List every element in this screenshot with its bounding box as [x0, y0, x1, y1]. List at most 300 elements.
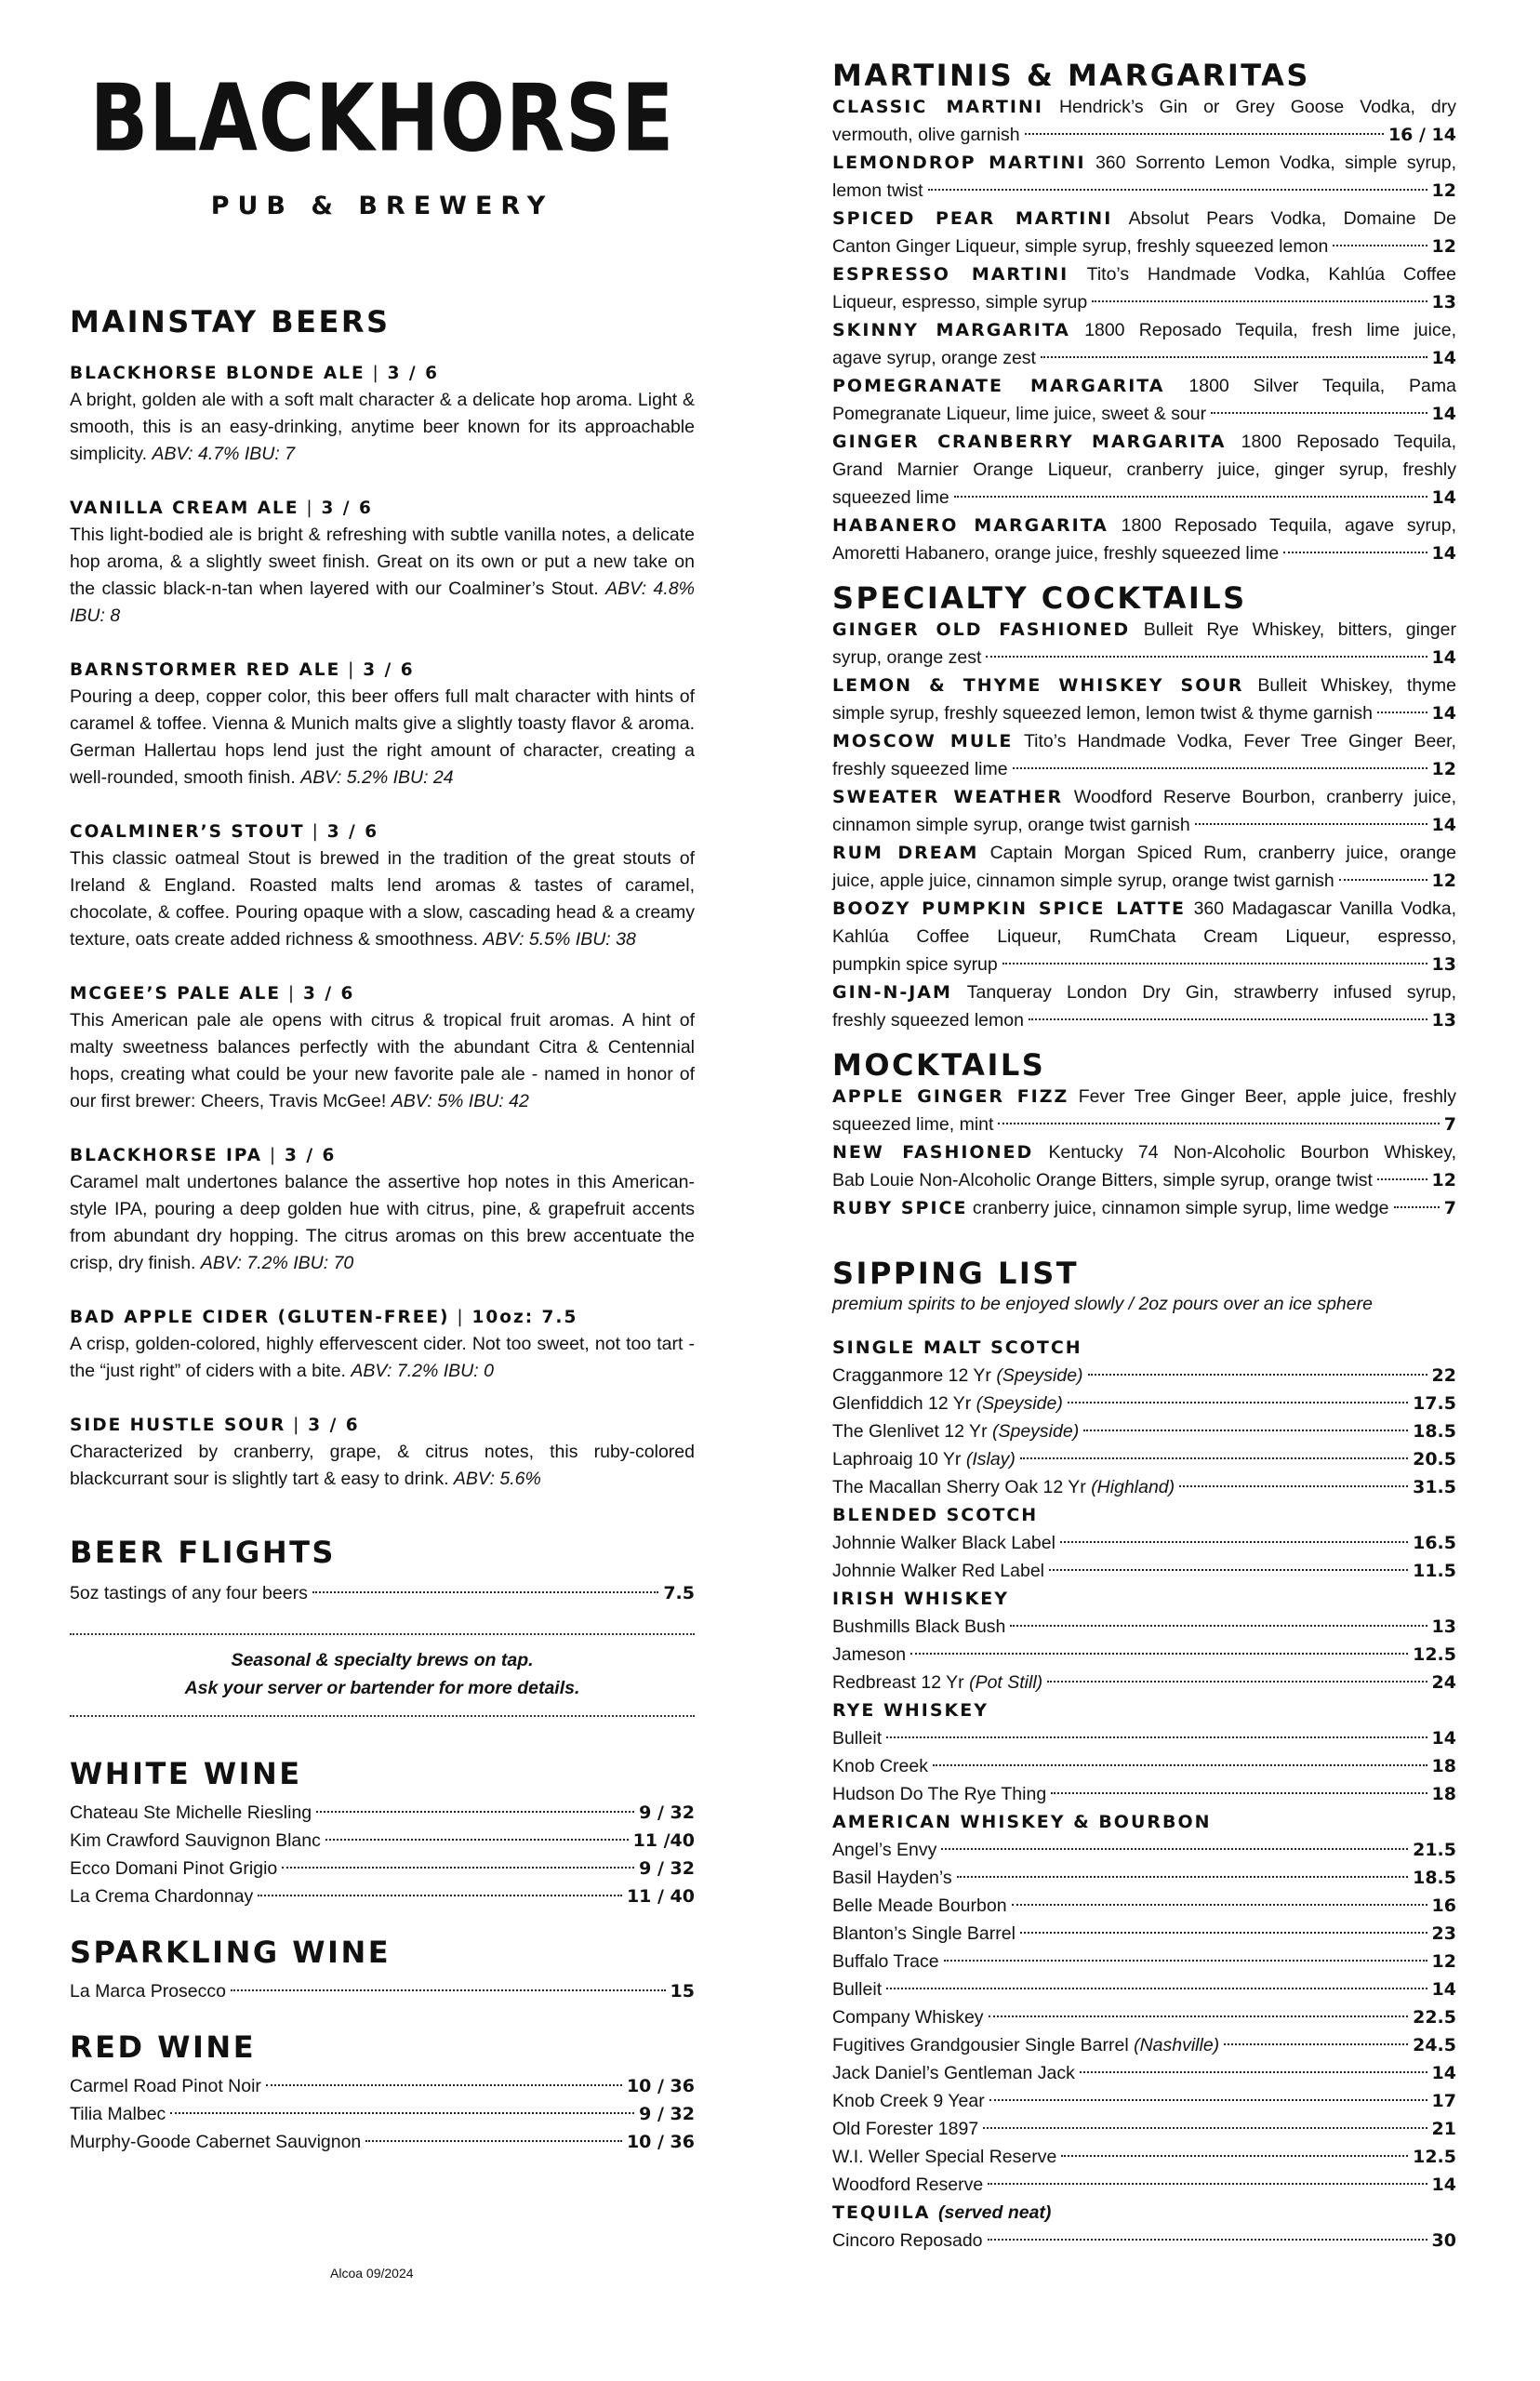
- cocktail-name: RUBY SPICE: [832, 1198, 968, 1218]
- item-name-text: The Macallan Sherry Oak 12 Yr: [832, 1477, 1086, 1497]
- item-name: [832, 1975, 882, 2003]
- group-title-text: SINGLE MALT SCOTCH: [832, 1337, 1082, 1358]
- group-title-text: BLENDED SCOTCH: [832, 1505, 1039, 1525]
- cocktail-name: CLASSIC MARTINI: [832, 97, 1043, 117]
- cocktail-last-line: [832, 1166, 1456, 1194]
- cocktail-price: 12: [1431, 236, 1456, 257]
- item-price: 22: [1431, 1365, 1456, 1386]
- cocktail-last-line: [832, 121, 1456, 149]
- cocktail-desc-end: syrup, orange zest: [832, 647, 982, 668]
- leader-dots: [282, 1867, 634, 1869]
- leader-dots: [989, 2015, 1409, 2017]
- leader-dots: [1080, 2071, 1427, 2073]
- cocktail-desc: Woodford Reserve Bourbon, cranberry juice,: [1073, 787, 1457, 807]
- menu-row: [70, 1977, 695, 2005]
- menu-row: [832, 1529, 1456, 1557]
- item-price: 24: [1431, 1672, 1456, 1693]
- item-name: [832, 1892, 1007, 1920]
- leader-dots: [1061, 2155, 1408, 2157]
- item-origin: (Speyside): [976, 1393, 1063, 1414]
- cocktail-item: [832, 616, 1456, 672]
- item-name-text: Bulleit: [832, 1728, 883, 1749]
- item-name: [832, 1864, 952, 1892]
- cocktail-item: [832, 672, 1456, 727]
- cocktail-desc: 1800 Reposado Tequila, fresh lime juice,: [1084, 320, 1457, 340]
- item-price: 24.5: [1413, 2035, 1456, 2055]
- cocktail-name: MOSCOW MULE: [832, 731, 1014, 752]
- beer-name-line: [70, 980, 695, 1007]
- cocktail-top: [832, 1083, 1456, 1111]
- item-price: 17: [1431, 2091, 1456, 2111]
- beer-price: 3 / 6: [363, 660, 415, 680]
- sipping-tagline: premium spirits to be enjoyed slowly / 2oz pours over an ice sphere: [832, 1294, 1373, 1314]
- cocktail-item: [832, 727, 1456, 783]
- beer-name: COALMINER’S STOUT: [70, 822, 305, 842]
- cocktail-item: [832, 372, 1456, 428]
- item-name-text: Bushmills Black Bush: [832, 1616, 1006, 1637]
- cocktail-desc-end: cinnamon simple syrup, orange twist garnish: [832, 815, 1190, 835]
- brand-name: BLACKHORSE: [89, 65, 675, 173]
- item-name-text: Tilia Malbec: [70, 2104, 166, 2124]
- price-separator: |: [299, 499, 322, 518]
- cocktail-price: 14: [1431, 404, 1456, 424]
- cocktail-desc-end: pumpkin spice syrup: [832, 954, 998, 975]
- cocktail-item: [832, 428, 1456, 512]
- cocktail-desc: 360 Sorrento Lemon Vodka, simple syrup,: [1095, 153, 1457, 173]
- cocktail-last-line: [832, 400, 1456, 428]
- beer-name-line: [70, 495, 695, 522]
- cocktail-desc: Tanqueray London Dry Gin, strawberry infused syrup,: [966, 982, 1456, 1003]
- beer-item: [70, 980, 695, 1115]
- cocktail-item: [832, 1083, 1456, 1138]
- cocktail-desc: Kentucky 74 Non-Alcoholic Bourbon Whiskey,: [1048, 1142, 1457, 1163]
- cocktail-item: [832, 316, 1456, 372]
- item-price: 18: [1431, 1784, 1456, 1804]
- white-wine-list: [70, 1799, 695, 1910]
- item-price: 20.5: [1413, 1449, 1456, 1470]
- cocktail-name: RUM DREAM: [832, 843, 979, 863]
- menu-row: [70, 1799, 695, 1827]
- item-name-text: Glenfiddich 12 Yr: [832, 1393, 972, 1414]
- leader-dots: [325, 1839, 629, 1841]
- cocktail-top: [832, 895, 1456, 951]
- cocktail-price: 13: [1431, 292, 1456, 313]
- sipping-group-title: [832, 2199, 1456, 2227]
- cocktail-item: [832, 93, 1456, 149]
- cocktail-desc: Tito’s Handmade Vodka, Kahlúa Coffee: [1086, 264, 1456, 285]
- beer-desc-text: A crisp, golden-colored, highly effervescent cider. Not too sweet, not too tart - the “just right” of ciders with a bite.: [70, 1334, 695, 1381]
- leader-dots: [1020, 1457, 1408, 1459]
- item-origin: (Pot Still): [969, 1672, 1043, 1693]
- item-name: [70, 2072, 261, 2100]
- cocktail-desc-end: simple syrup, freshly squeezed lemon, lemon twist & thyme garnish: [832, 703, 1373, 724]
- item-price: 14: [1431, 2063, 1456, 2083]
- beer-price: 3 / 6: [285, 1146, 337, 1165]
- cocktail-item: [832, 512, 1456, 567]
- price-separator: |: [340, 660, 364, 680]
- cocktail-desc: Captain Morgan Spiced Rum, cranberry juice, orange: [989, 843, 1457, 863]
- item-name: [832, 2143, 1056, 2171]
- beer-name: BLACKHORSE IPA: [70, 1146, 263, 1165]
- leader-dots: [986, 656, 1427, 658]
- sipping-list: [832, 1334, 1456, 2255]
- leader-dots: [1333, 245, 1427, 246]
- item-origin: (Speyside): [996, 1365, 1083, 1386]
- menu-row: [832, 1362, 1456, 1390]
- menu-row: [832, 2003, 1456, 2031]
- price-separator: |: [285, 1416, 309, 1435]
- beer-name-line: [70, 1412, 695, 1439]
- leader-dots: [231, 1989, 666, 1991]
- mainstay-beers-heading: MAINSTAY BEERS: [70, 304, 391, 339]
- menu-row: [70, 2100, 695, 2128]
- beer-name-line: [70, 1142, 695, 1169]
- beer-desc-text: This American pale ale opens with citrus & tropical fruit aromas. A hint of malty sweetness balances perfectly with the abundant Citra & Centennial hops, creating what could be your new favorite pale ale - named in honor of our first brewer: Cheers, Travis McGee!: [70, 1010, 695, 1111]
- cocktail-desc-end: squeezed lime: [832, 487, 949, 508]
- leader-dots: [266, 2084, 622, 2086]
- beer-name-line: [70, 818, 695, 845]
- leader-dots: [957, 1876, 1408, 1878]
- item-name-text: Company Whiskey: [832, 2007, 984, 2028]
- item-name-text: La Marca Prosecco: [70, 1981, 226, 2002]
- beer-desc-text: Characterized by cranberry, grape, & citrus notes, this ruby-colored blackcurrant sour is slightly tart & easy to drink.: [70, 1442, 695, 1489]
- cocktail-desc: Fever Tree Ginger Beer, apple juice, freshly: [1078, 1086, 1456, 1107]
- brand-subtitle: PUB & BREWERY: [210, 192, 554, 220]
- beer-item: [70, 1142, 695, 1277]
- cocktail-top: [832, 205, 1456, 233]
- item-price: 15: [670, 1981, 695, 2002]
- item-price: 13: [1431, 1616, 1456, 1637]
- item-price: 11 / 40: [626, 1886, 695, 1907]
- item-price: 10 / 36: [626, 2076, 695, 2096]
- item-name: [70, 2100, 166, 2128]
- mocktails-heading: MOCKTAILS: [832, 1047, 1046, 1083]
- item-price: 12.5: [1413, 1644, 1456, 1665]
- martini-list: [832, 93, 1456, 567]
- item-name: [832, 2031, 1219, 2059]
- cocktail-name: LEMONDROP MARTINI: [832, 153, 1086, 173]
- item-name: [832, 1417, 1079, 1445]
- specialty-list: [832, 616, 1456, 1034]
- beer-name-line: [70, 360, 695, 387]
- item-name: [70, 1882, 253, 1910]
- beer-name: BAD APPLE CIDER (GLUTEN-FREE): [70, 1308, 450, 1327]
- menu-row: [832, 2143, 1456, 2171]
- item-name: [832, 1445, 1016, 1473]
- beer-name: MCGEE’S PALE ALE: [70, 984, 282, 1004]
- cocktail-price: 16 / 14: [1387, 125, 1456, 145]
- cocktail-last-line: [832, 539, 1456, 567]
- item-name: [70, 1827, 321, 1855]
- item-name: [832, 1390, 1063, 1417]
- item-name: 5oz tastings of any four beers: [70, 1583, 308, 1603]
- cocktail-item: [832, 1138, 1456, 1194]
- menu-row: [832, 1473, 1456, 1501]
- beer-description: [70, 522, 695, 630]
- beer-description: [70, 387, 695, 468]
- cocktail-last-line: [832, 1194, 1456, 1222]
- leader-dots: [1092, 300, 1427, 302]
- item-price: 22.5: [1413, 2007, 1456, 2028]
- cocktail-item: [832, 149, 1456, 205]
- menu-row: [832, 2171, 1456, 2199]
- cocktail-desc-end: lemon twist: [832, 180, 923, 201]
- cocktail-top: [832, 93, 1456, 121]
- cocktail-last-line: [832, 288, 1456, 316]
- logo: [70, 65, 695, 220]
- leader-dots: [886, 1736, 1427, 1738]
- item-name: [832, 1473, 1175, 1501]
- item-name: [832, 2003, 984, 2031]
- item-name-text: W.I. Weller Special Reserve: [832, 2147, 1057, 2167]
- cocktail-item: [832, 839, 1456, 895]
- beer-name-line: [70, 657, 695, 684]
- beer-description: [70, 1169, 695, 1277]
- beer-stats: ABV: 5.5% IBU: 38: [483, 929, 636, 950]
- leader-dots: [1029, 1018, 1427, 1020]
- beer-description: [70, 684, 695, 791]
- cocktail-name: SWEATER WEATHER: [832, 787, 1064, 807]
- item-name-text: Woodford Reserve: [832, 2175, 984, 2195]
- item-name-text: Jameson: [832, 1644, 907, 1665]
- cocktail-desc-end: vermouth, olive garnish: [832, 125, 1020, 145]
- cocktail-price: 12: [1431, 1170, 1456, 1190]
- cocktail-desc-end: freshly squeezed lime: [832, 759, 1008, 779]
- cocktail-desc-end: freshly squeezed lemon: [832, 1010, 1024, 1031]
- item-name: [832, 1724, 882, 1752]
- beer-name: BARNSTORMER RED ALE: [70, 660, 341, 680]
- group-title-text: IRISH WHISKEY: [832, 1589, 1010, 1609]
- cocktail-top: [832, 428, 1456, 484]
- leader-dots: [1179, 1485, 1408, 1487]
- cocktail-top: [832, 616, 1456, 644]
- cocktail-item: [832, 978, 1456, 1034]
- menu-row: [70, 1882, 695, 1910]
- cocktail-last-line: [832, 484, 1456, 512]
- cocktail-price: 12: [1431, 759, 1456, 779]
- sipping-group-title: [832, 1696, 1456, 1724]
- leader-dots: [1002, 963, 1427, 964]
- beer-description: [70, 1331, 695, 1385]
- leader-dots: [365, 2140, 622, 2142]
- beer-price: 3 / 6: [303, 984, 355, 1004]
- specialty-heading: SPECIALTY COCKTAILS: [832, 580, 1247, 616]
- left-column: [70, 0, 695, 2156]
- cocktail-top: [832, 260, 1456, 288]
- cocktail-last-line: [832, 233, 1456, 260]
- item-name: [832, 2087, 985, 2115]
- price-separator: |: [365, 364, 388, 383]
- menu-row: [832, 1641, 1456, 1669]
- leader-dots: [1377, 1178, 1427, 1180]
- menu-row: [832, 1892, 1456, 1920]
- cocktail-name: SPICED PEAR MARTINI: [832, 208, 1113, 229]
- menu-row: [832, 1975, 1456, 2003]
- sparkling-wine-list: [70, 1977, 695, 2005]
- leader-dots: [312, 1591, 659, 1593]
- beer-price: 3 / 6: [387, 364, 439, 383]
- beer-stats: ABV: 5.2% IBU: 24: [300, 767, 454, 788]
- item-price: 16: [1431, 1895, 1456, 1916]
- leader-dots: [1083, 1430, 1408, 1431]
- menu-row: [70, 2128, 695, 2156]
- sipping-group-items: [832, 1362, 1456, 1501]
- beer-item: [70, 657, 695, 791]
- item-name: [832, 2171, 983, 2199]
- beer-price: 10oz: 7.5: [471, 1308, 578, 1327]
- item-name-text: Jack Daniel’s Gentleman Jack: [832, 2063, 1075, 2083]
- cocktail-desc-end: cranberry juice, cinnamon simple syrup, lime wedge: [972, 1198, 1389, 1218]
- item-name: [832, 1948, 939, 1975]
- sipping-group-title: [832, 1808, 1456, 1836]
- item-price: 7.5: [663, 1583, 695, 1603]
- cocktail-desc-end: Amoretti Habanero, orange juice, freshly squeezed lime: [832, 543, 1280, 564]
- menu-row: [70, 2072, 695, 2100]
- menu-row: [832, 1669, 1456, 1696]
- cocktail-last-line: [832, 1111, 1456, 1138]
- cocktail-desc: 1800 Silver Tequila, Pama: [1188, 376, 1456, 396]
- cocktail-top: [832, 149, 1456, 177]
- beer-name-line: [70, 1304, 695, 1331]
- cocktail-name: ESPRESSO MARTINI: [832, 264, 1069, 285]
- cocktail-top: [832, 512, 1456, 539]
- cocktail-name: APPLE GINGER FIZZ: [832, 1086, 1069, 1107]
- cocktail-price: 14: [1431, 647, 1456, 668]
- item-name-text: Bulleit: [832, 1979, 883, 2000]
- item-name: [832, 2059, 1075, 2087]
- beer-item: [70, 360, 695, 468]
- footer-date: Alcoa 09/2024: [330, 2266, 414, 2281]
- item-price: 9 / 32: [639, 1858, 695, 1879]
- leader-dots: [170, 2112, 634, 2114]
- item-name: [832, 1836, 936, 1864]
- cocktail-price: 13: [1431, 954, 1456, 975]
- menu-row: [70, 1855, 695, 1882]
- cocktail-name: SKINNY MARGARITA: [832, 320, 1070, 340]
- item-name: [832, 1669, 1042, 1696]
- menu-row: [832, 1557, 1456, 1585]
- red-wine-heading: RED WINE: [70, 2029, 257, 2065]
- leader-dots: [1339, 879, 1427, 881]
- cocktail-last-line: [832, 699, 1456, 727]
- sipping-group-title: [832, 1501, 1456, 1529]
- beer-item: [70, 1304, 695, 1385]
- cocktail-top: [832, 839, 1456, 867]
- item-name-text: Cincoro Reposado: [832, 2230, 983, 2251]
- item-price: 16.5: [1413, 1533, 1456, 1553]
- red-wine-list: [70, 2072, 695, 2156]
- cocktail-name: LEMON & THYME WHISKEY SOUR: [832, 675, 1244, 696]
- cocktail-last-line: [832, 811, 1456, 839]
- menu-row: [832, 1613, 1456, 1641]
- beer-desc-text: A bright, golden ale with a soft malt character & a delicate hop aroma. Light & smooth, this is an easy-drinking, anytime beer known for its approachable simplicity.: [70, 390, 695, 464]
- cocktail-name: GINGER OLD FASHIONED: [832, 619, 1131, 640]
- beer-stats: ABV: 7.2% IBU: 70: [200, 1253, 354, 1273]
- item-name: [832, 1529, 1055, 1557]
- beer-stats: ABV: 5.6%: [453, 1469, 541, 1489]
- leader-dots: [941, 1848, 1408, 1850]
- menu-row: [832, 1836, 1456, 1864]
- cocktail-name: BOOZY PUMPKIN SPICE LATTE: [832, 898, 1186, 919]
- menu-row: [832, 1780, 1456, 1808]
- menu-row: [832, 1445, 1456, 1473]
- item-name-text: Blanton’s Single Barrel: [832, 1923, 1016, 1944]
- leader-dots: [1020, 1932, 1427, 1934]
- cocktail-top: [832, 783, 1456, 811]
- leader-dots: [1283, 552, 1427, 553]
- beer-stats: ABV: 5% IBU: 42: [391, 1091, 529, 1111]
- item-name: [832, 2227, 983, 2255]
- right-column: [832, 0, 1456, 2255]
- leader-dots: [1047, 1681, 1427, 1683]
- group-title-text: TEQUILA: [832, 2202, 931, 2223]
- cocktail-name: GIN-N-JAM: [832, 982, 952, 1003]
- cocktail-last-line: [832, 177, 1456, 205]
- cocktail-desc: 360 Madagascar Vanilla Vodka, Kahlúa Coffee Liqueur, RumChata Cream Liqueur, espresso,: [832, 898, 1456, 947]
- beer-price: 3 / 6: [321, 499, 373, 518]
- leader-dots: [1013, 767, 1427, 769]
- cocktail-desc: Absolut Pears Vodka, Domaine De: [1128, 208, 1456, 229]
- cocktail-last-line: [832, 1006, 1456, 1034]
- price-separator: |: [304, 822, 327, 842]
- item-name: [70, 1799, 312, 1827]
- item-price: 11 /40: [632, 1830, 695, 1851]
- item-name: [832, 1557, 1044, 1585]
- item-price: 21.5: [1413, 1840, 1456, 1860]
- item-name: [832, 1780, 1046, 1808]
- sipping-group-title: [832, 1334, 1456, 1362]
- item-name-text: Chateau Ste Michelle Riesling: [70, 1802, 312, 1823]
- group-note: (served neat): [938, 2202, 1052, 2223]
- beer-price: 3 / 6: [308, 1416, 360, 1435]
- cocktail-desc-end: Bab Louie Non-Alcoholic Orange Bitters, simple syrup, orange twist: [832, 1170, 1373, 1190]
- beer-flights-heading: BEER FLIGHTS: [70, 1535, 336, 1570]
- item-name-text: The Glenlivet 12 Yr: [832, 1421, 988, 1442]
- sipping-group-items: [832, 1613, 1456, 1696]
- leader-dots: [988, 2183, 1427, 2185]
- item-price: 12.5: [1413, 2147, 1456, 2167]
- menu-row: [70, 1827, 695, 1855]
- item-name-text: Kim Crawford Sauvignon Blanc: [70, 1830, 321, 1851]
- leader-dots: [1195, 823, 1427, 825]
- leader-dots: [998, 1123, 1439, 1124]
- cocktail-item: [832, 1194, 1456, 1222]
- menu-row: [832, 1752, 1456, 1780]
- menu-row: [832, 1948, 1456, 1975]
- leader-dots: [944, 1960, 1427, 1962]
- beer-description: [70, 845, 695, 953]
- item-name: [832, 1752, 928, 1780]
- cocktail-price: 14: [1431, 487, 1456, 508]
- cocktail-top: [832, 1138, 1456, 1166]
- cocktail-price: 14: [1431, 348, 1456, 368]
- leader-dots: [886, 1988, 1427, 1989]
- cocktail-name: HABANERO MARGARITA: [832, 515, 1109, 536]
- sipping-group-items: [832, 1724, 1456, 1808]
- price-separator: |: [281, 984, 304, 1004]
- beer-name: VANILLA CREAM ALE: [70, 499, 299, 518]
- menu-row: [832, 2227, 1456, 2255]
- item-name: [832, 1641, 906, 1669]
- cocktail-item: [832, 783, 1456, 839]
- leader-dots: [954, 496, 1427, 498]
- cocktail-price: 12: [1431, 180, 1456, 201]
- beer-stats: ABV: 4.8% IBU: 8: [70, 579, 696, 626]
- cocktail-desc: Bulleit Rye Whiskey, bitters, ginger: [1143, 619, 1456, 640]
- item-origin: (Highland): [1091, 1477, 1175, 1497]
- leader-dots: [1025, 133, 1384, 135]
- item-name: [832, 1613, 1005, 1641]
